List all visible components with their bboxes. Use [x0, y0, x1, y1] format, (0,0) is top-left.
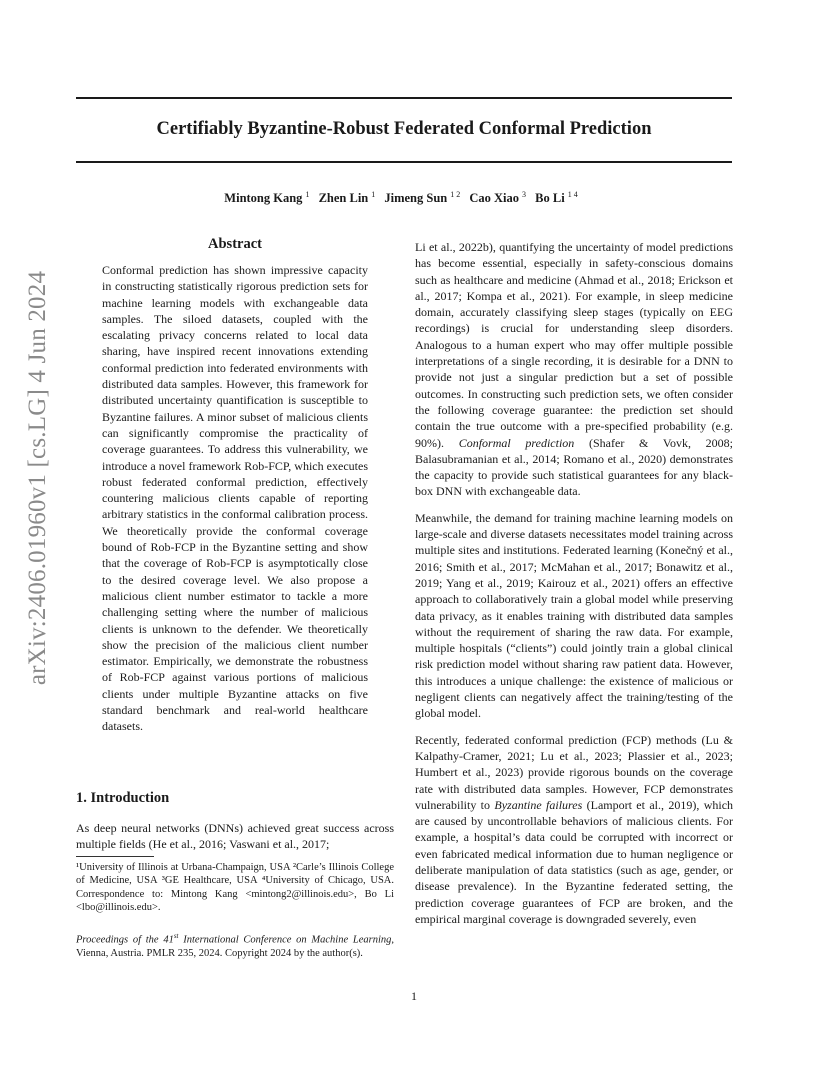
proceedings-ordinal: st [173, 932, 179, 940]
author-list [76, 190, 732, 206]
author-affiliation: 1 4 [567, 190, 578, 199]
page-number: 1 [411, 989, 417, 1003]
intro-paragraph-1-emphasis: Conformal prediction [458, 435, 575, 450]
footnote-rule [76, 856, 154, 857]
proceedings-footnote [76, 930, 394, 960]
paper-title: Certifiably Byzantine-Robust Federated Conformal Prediction [156, 119, 652, 139]
proceedings-details: , Vienna, Austria. PMLR 235, 2024. Copyright 2024 by the author(s). [76, 934, 394, 959]
author-affiliation: 1 2 [450, 190, 461, 199]
intro-paragraph-1-text-b: (Shafer & Vovk, 2008; Balasubramanian et al., 2014; Romano et al., 2020) demonstrates the capacity to provide such statistical guarantees for any black-box DNN with exchangeable data. [415, 435, 733, 499]
introduction-paragraph-start [76, 820, 394, 853]
intro-paragraph-3-text-b: (Lamport et al., 2019), which are caused by uncontrollable behaviors of malicious clients. For example, a hospital’s data could be corrupted with incorrect or even fabricated medical information due to human negligence or deliberate manipulation of data statistics (such as age, gender, or disease prevalence). In the Byzantine federated setting, the prediction coverage guarantees of FCP are broken, and the empirical marginal coverage is downgraded severely, even [415, 797, 734, 926]
intro-paragraph-3-text-a: Recently, federated conformal prediction (FCP) methods (Lu & Kalpathy-Cramer, 2021; Lu et al., 2023; Plassier et al., 2023; Humbert et al., 2023) provide rigorous bounds on the coverage rate with distributed data samples. However, FCP demonstrates vulnerability to [415, 732, 733, 812]
proceedings-venue-a: Proceedings of the 41 [76, 934, 174, 946]
intro-paragraph-3 [415, 732, 733, 928]
author-affiliation: 1 [371, 190, 376, 199]
intro-paragraph-1-text-a: Li et al., 2022b), quantifying the uncertainty of model predictions has become essential, especially in safety-conscious domains such as healthcare and medicine (Ahmad et al., 2018; Erickson et al., 2017; Kompa et al., 2021). For example, in sleep medicine domain, accurately classifying sleep stages (typically on EEG recordings) is crucial for understanding sleep disorders. Analogous to a human expert who may offer multiple possible interpretations of a single recording, it is desirable for a DNN to provide not just a singular prediction but a set of possible outcomes. In constructing such prediction sets, we often consider the following coverage guarantee: the prediction set should contain the true outcome with a pre-specified probability (e.g. 90%). [415, 240, 733, 450]
section-heading-introduction: 1. Introduction [76, 790, 170, 806]
intro-paragraph-2: Meanwhile, the demand for training machine learning models on large-scale and diverse datasets necessitates model training across multiple sites and institutions. Federated learning (Konečný et al., 2016; Smith et al., 2017; McMahan et al., 2017; Bonawitz et al., 2019; Yang et al., 2019; Kairouz et al., 2021) offers an effective approach to collaboratively train a global model while preserving data privacy, as it enables training with distributed data samples without the requirement of sharing the raw data. For example, multiple hospitals (“clients”) could jointly train a global clinical risk prediction model without sharing raw patient data. However, this introduces a unique challenge: the existence of malicious or negligent clients can negatively affect the training/testing of the global model. [415, 510, 733, 721]
arxiv-identifier: arXiv:2406.01960v1 [cs.LG] 4 Jun 2024 [24, 270, 51, 686]
author-name: Cao Xiao [469, 191, 520, 206]
intro-paragraph-1-continued [415, 239, 733, 500]
author-name: Mintong Kang [224, 191, 303, 206]
intro-paragraph-1-start: As deep neural networks (DNNs) achieved great success across multiple fields (He et al., 2016; Vaswani et al., 2017; [76, 821, 394, 852]
affiliation-footnote: ¹University of Illinois at Urbana-Champaign, USA ²Carle’s Illinois College of Medicine, USA ³GE Healthcare, USA ⁴University of Chicago, USA. Correspondence to: Mintong Kang <mintong2@illinois.edu>, Bo Li <lbo@illinois.edu>. [76, 862, 394, 913]
abstract-text: Conformal prediction has shown impressive capacity in constructing statistically rigorous prediction sets for machine learning models with exchangeable data samples. The siloed datasets, coupled with the escalating privacy concerns related to local data sharing, have inspired recent innovations extending conformal prediction into federated environments with distributed data samples. However, this framework for distributed uncertainty quantification is susceptible to Byzantine failures. A minor subset of malicious clients can significantly compromise the practicality of coverage guarantees. To address this vulnerability, we introduce a novel framework Rob-FCP, which executes robust federated conformal prediction, effectively countering malicious clients capable of reporting arbitrary statistics in the conformal calibration process. We theoretically provide the conformal coverage bound of Rob-FCP in the Byzantine setting and show that the coverage of Rob-FCP is asymptotically close to the desired coverage level. We also propose a malicious client number estimator to tackle a more challenging setting where the number of malicious clients is unknown to the defender. We theoretically show the precision of the malicious client number estimator. Empirically, we demonstrate the robustness of Rob-FCP against various portions of malicious clients under multiple Byzantine attacks on five standard benchmark and real-world healthcare datasets. [102, 263, 368, 734]
author-name: Bo Li [535, 191, 565, 206]
right-column-body [415, 239, 733, 927]
abstract-heading: Abstract [208, 236, 262, 252]
proceedings-venue-b: International Conference on Machine Learning [178, 934, 392, 946]
title-top-rule [76, 97, 732, 99]
author-name: Jimeng Sun [384, 191, 448, 206]
author-affiliation: 3 [522, 190, 527, 199]
arxiv-sidebar-stamp [0, 0, 80, 1072]
intro-paragraph-3-emphasis: Byzantine failures [494, 797, 583, 812]
title-bottom-rule [76, 161, 732, 163]
author-name: Zhen Lin [318, 191, 369, 206]
author-affiliation: 1 [305, 190, 310, 199]
